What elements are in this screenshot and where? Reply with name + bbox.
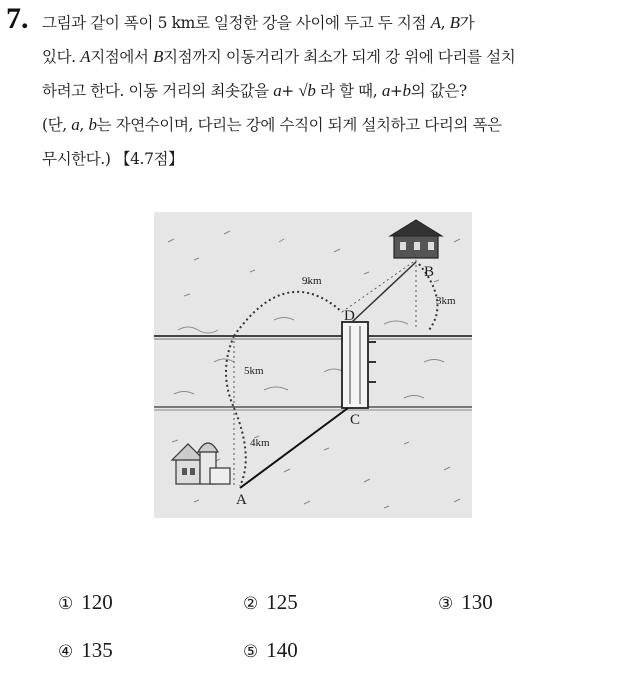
label-3km: 3km (436, 295, 456, 307)
stem-line-5: 무시한다.) 【4.7점】 (42, 150, 184, 168)
choice-1[interactable]: ① 120 (58, 590, 113, 614)
label-d: D (344, 308, 355, 324)
stem-line-2: 있다. A지점에서 B지점까지 이동거리가 최소가 되게 강 위에 다리를 설치 (42, 47, 516, 66)
choice-3[interactable]: ③ 130 (438, 590, 493, 614)
river-bridge-figure (154, 212, 472, 518)
choice-4[interactable]: ④ 135 (58, 638, 113, 662)
label-4km: 4km (250, 437, 270, 449)
stem-line-4: (단, a, b는 자연수이며, 다리는 강에 수직이 되게 설치하고 다리의 폭은 (42, 115, 502, 134)
stem-line-3: 하려고 한다. 이동 거리의 최솟값을 a+ √b 라 할 때, a+b의 값은? (42, 81, 467, 100)
choice-5[interactable]: ⑤ 140 (243, 638, 298, 662)
bridge (342, 322, 368, 408)
question-stem (42, 6, 622, 176)
label-c: C (350, 412, 361, 428)
label-b: B (424, 264, 435, 280)
stem-line-1: 그림과 같이 폭이 5 km로 일정한 강을 사이에 두고 두 지점 A, B가 (42, 13, 475, 32)
question-number: 7. (6, 2, 29, 35)
label-9km: 9km (302, 275, 322, 287)
label-a: A (236, 492, 247, 508)
label-5km: 5km (244, 365, 264, 377)
choice-2[interactable]: ② 125 (243, 590, 298, 614)
